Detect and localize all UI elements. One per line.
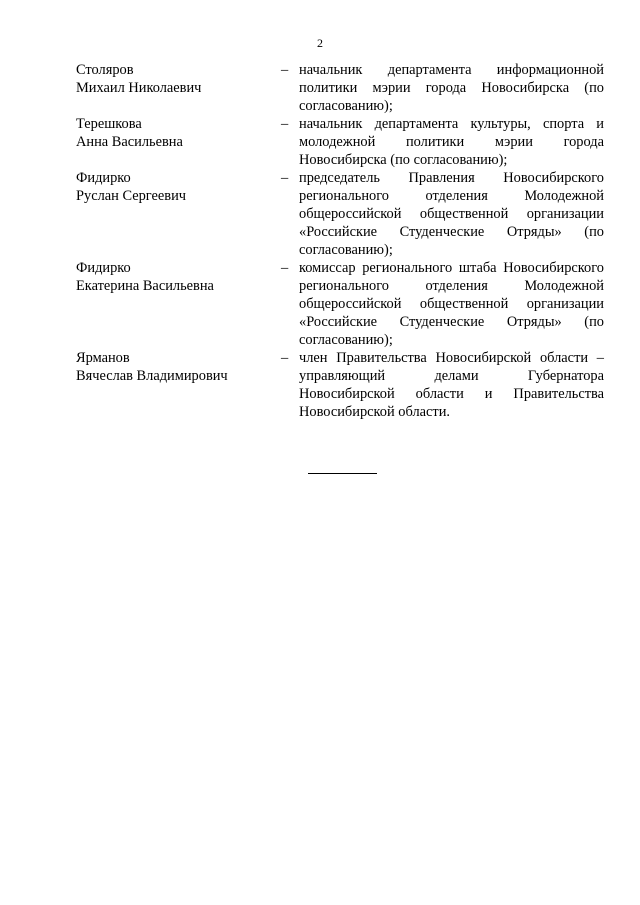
list-item bbox=[76, 349, 604, 421]
member-given-names: Михаил Николаевич bbox=[76, 80, 202, 96]
dash-separator: – bbox=[281, 62, 289, 78]
member-given-names: Руслан Сергеевич bbox=[76, 188, 187, 204]
member-name bbox=[76, 115, 276, 169]
member-role: председатель Правления Новосибирского регионального отделения Молодежной общероссийской общественной организации «Российские Студенческие Отряды» (по согласованию); bbox=[299, 170, 604, 258]
list-item bbox=[76, 259, 604, 349]
member-given-names: Анна Васильевна bbox=[76, 134, 183, 150]
list-item bbox=[76, 169, 604, 259]
dash-separator: – bbox=[281, 116, 289, 132]
member-name bbox=[76, 169, 276, 259]
dash-separator: – bbox=[281, 170, 289, 186]
member-surname: Терешкова bbox=[76, 116, 142, 132]
member-role: член Правительства Новосибирской области – управляющий делами Губернатора Новосибирской области и Правительства Новосибирской области. bbox=[299, 350, 604, 420]
list-item bbox=[76, 115, 604, 169]
member-given-names: Вячеслав Владимирович bbox=[76, 368, 228, 384]
dash-separator: – bbox=[281, 350, 289, 366]
page-number: 2 bbox=[317, 36, 323, 50]
end-separator-line bbox=[308, 473, 377, 474]
member-given-names: Екатерина Васильевна bbox=[76, 278, 214, 294]
member-role: комиссар регионального штаба Новосибирского регионального отделения Молодежной общероссийской общественной организации «Российские Студенческие Отряды» (по согласованию); bbox=[299, 260, 604, 348]
member-surname: Ярманов bbox=[76, 350, 130, 366]
member-surname: Фидирко bbox=[76, 260, 131, 276]
member-role: начальник департамента культуры, спорта и молодежной политики мэрии города Новосибирска (по согласованию); bbox=[299, 116, 604, 168]
member-list bbox=[76, 61, 604, 421]
member-name bbox=[76, 61, 276, 115]
list-item bbox=[76, 61, 604, 115]
dash-separator: – bbox=[281, 260, 289, 276]
member-surname: Фидирко bbox=[76, 170, 131, 186]
member-surname: Столяров bbox=[76, 62, 134, 78]
member-name bbox=[76, 349, 276, 421]
member-role: начальник департамента информационной политики мэрии города Новосибирска (по согласованию); bbox=[299, 62, 604, 114]
member-name bbox=[76, 259, 276, 349]
